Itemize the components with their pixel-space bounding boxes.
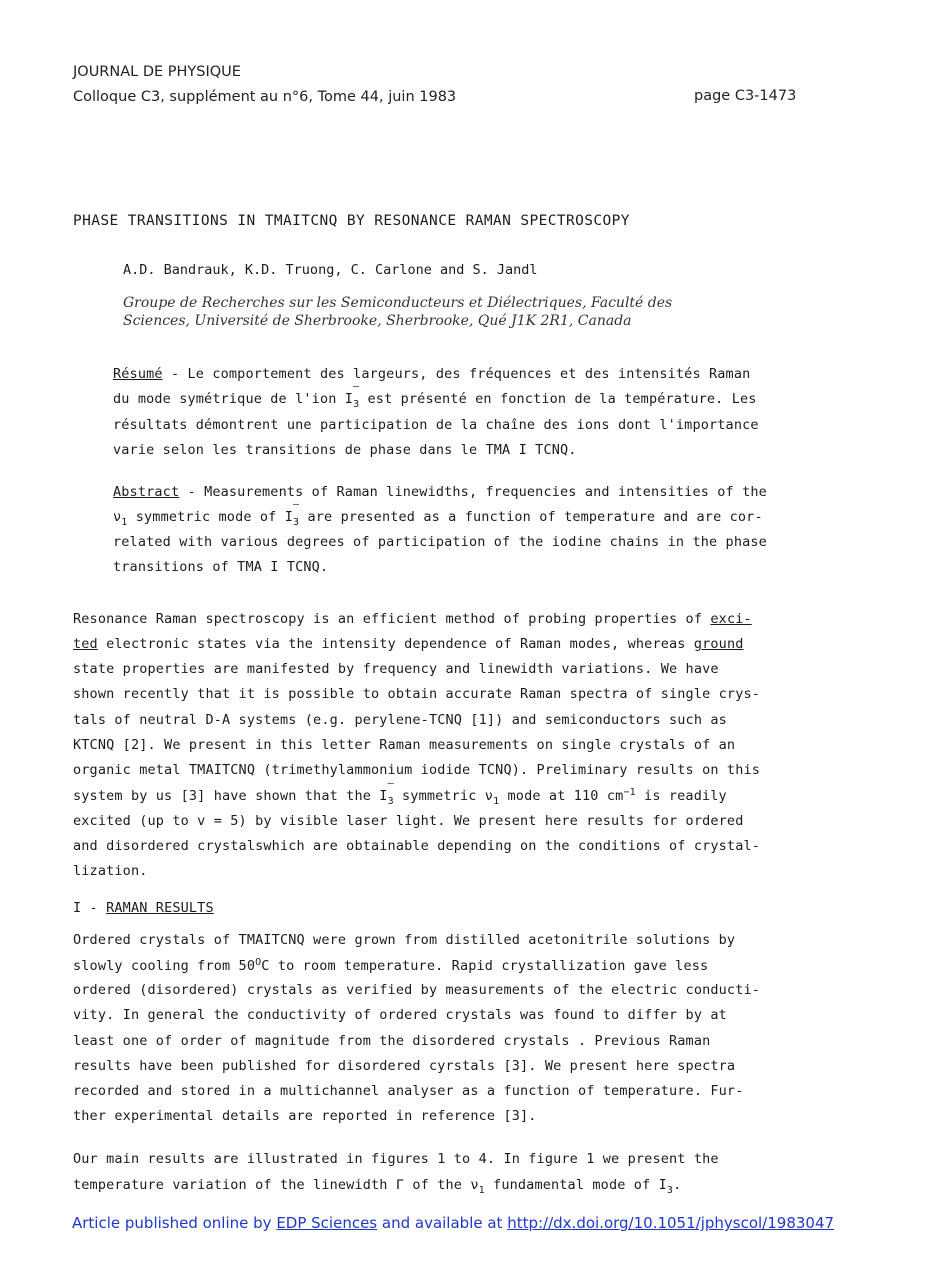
authors: A.D. Bandrauk, K.D. Truong, C. Carlone and S. Jandl xyxy=(123,262,538,278)
abstract-line-4: transitions of TMA I TCNQ. xyxy=(113,559,329,575)
intro-line-1: Resonance Raman spectroscopy is an efficient method of probing properties of exci- xyxy=(73,611,752,627)
section-line-1: Ordered crystals of TMAITCNQ were grown from distilled acetonitrile solutions by xyxy=(73,932,736,948)
intro-line-5: tals of neutral D-A systems (e.g. perylene-TCNQ [1]) and semiconductors such as xyxy=(73,712,727,728)
para-line-2: temperature variation of the linewidth Γ of the $\nu_1$ fundamental mode of $I_3$. xyxy=(73,1177,682,1196)
intro-line-10: and disordered crystalswhich are obtainable depending on the conditions of crystal- xyxy=(73,838,761,854)
page-number: page C3-1473 xyxy=(694,88,797,104)
affiliation-line-1: Groupe de Recherches sur les Semiconducteurs et Diélectriques, Faculté des xyxy=(123,295,673,311)
section-line-5: least one of order of magnitude from the disordered crystals . Previous Raman xyxy=(73,1033,711,1049)
resume-line-2: du mode symétrique de l'ion $I_3$ – est présenté en fonction de la température. Les xyxy=(113,381,757,410)
abstract-line-2: $\nu_1$ symmetric mode of $I_3$ – are presented as a function of temperature and are cor- xyxy=(113,499,763,528)
section-line-7: recorded and stored in a multichannel analyser as a function of temperature. Fur- xyxy=(73,1083,744,1099)
footer-line: Article published online by EDP Sciences and available at http://dx.doi.org/10.1051/jphyscol/1983047 xyxy=(72,1214,835,1232)
intro-line-7: organic metal TMAITCNQ (trimethylammonium iodide TCNQ). Preliminary results on this xyxy=(73,762,761,778)
abstract-line-1: Abstract - Measurements of Raman linewidths, frequencies and intensities of the xyxy=(113,484,767,500)
resume-line-1: Résumé - Le comportement des largeurs, des fréquences et des intensités Raman xyxy=(113,366,751,382)
section-line-8: ther experimental details are reported in reference [3]. xyxy=(73,1108,537,1124)
intro-line-4: shown recently that it is possible to obtain accurate Raman spectra of single crys- xyxy=(73,686,761,702)
intro-line-8: system by us [3] have shown that the $I_3$ – symmetric $\nu_1$ mode at 110 $cm^{-1}$ is readily xyxy=(73,778,727,807)
resume-line-3: résultats démontrent une participation de la chaîne des ions dont l'importance xyxy=(113,417,759,433)
abstract-label: Abstract xyxy=(113,484,180,500)
section-heading: I - RAMAN RESULTS xyxy=(73,900,214,916)
doi-link[interactable]: http://dx.doi.org/10.1051/jphyscol/1983047 xyxy=(507,1214,835,1232)
intro-line-2: ted electronic states via the intensity dependence of Raman modes, whereas ground xyxy=(73,636,744,652)
journal-issue: Colloque C3, supplément au n°6, Tome 44, juin 1983 xyxy=(73,89,457,105)
para-line-1: Our main results are illustrated in figures 1 to 4. In figure 1 we present the xyxy=(73,1151,719,1167)
abstract-line-3: related with various degrees of participation of the iodine chains in the phase xyxy=(113,534,767,550)
edp-sciences-link[interactable]: EDP Sciences xyxy=(276,1214,378,1232)
affiliation-line-2: Sciences, Université de Sherbrooke, Sherbrooke, Qué J1K 2R1, Canada xyxy=(123,313,632,329)
section-line-4: vity. In general the conductivity of ordered crystals was found to differ by at xyxy=(73,1007,727,1023)
resume-label: Résumé xyxy=(113,366,163,382)
section-line-2: slowly cooling from $50^OC$ to room temperature. Rapid crystallization gave less xyxy=(73,957,709,974)
section-line-3: ordered (disordered) crystals as verified by measurements of the electric conducti- xyxy=(73,982,761,998)
intro-line-11: lization. xyxy=(73,863,148,879)
article-title: PHASE TRANSITIONS IN TMAITCNQ BY RESONANCE RAMAN SPECTROSCOPY xyxy=(73,213,630,229)
intro-line-6: KTCNQ [2]. We present in this letter Raman measurements on single crystals of an xyxy=(73,737,736,753)
journal-name: JOURNAL DE PHYSIQUE xyxy=(73,64,241,80)
resume-line-4: varie selon les transitions de phase dans le TMA I TCNQ. xyxy=(113,442,577,458)
intro-line-3: state properties are manifested by frequency and linewidth variations. We have xyxy=(73,661,719,677)
section-line-6: results have been published for disordered cyrstals [3]. We present here spectra xyxy=(73,1058,736,1074)
intro-line-9: excited (up to v = 5) by visible laser light. We present here results for ordered xyxy=(73,813,744,829)
